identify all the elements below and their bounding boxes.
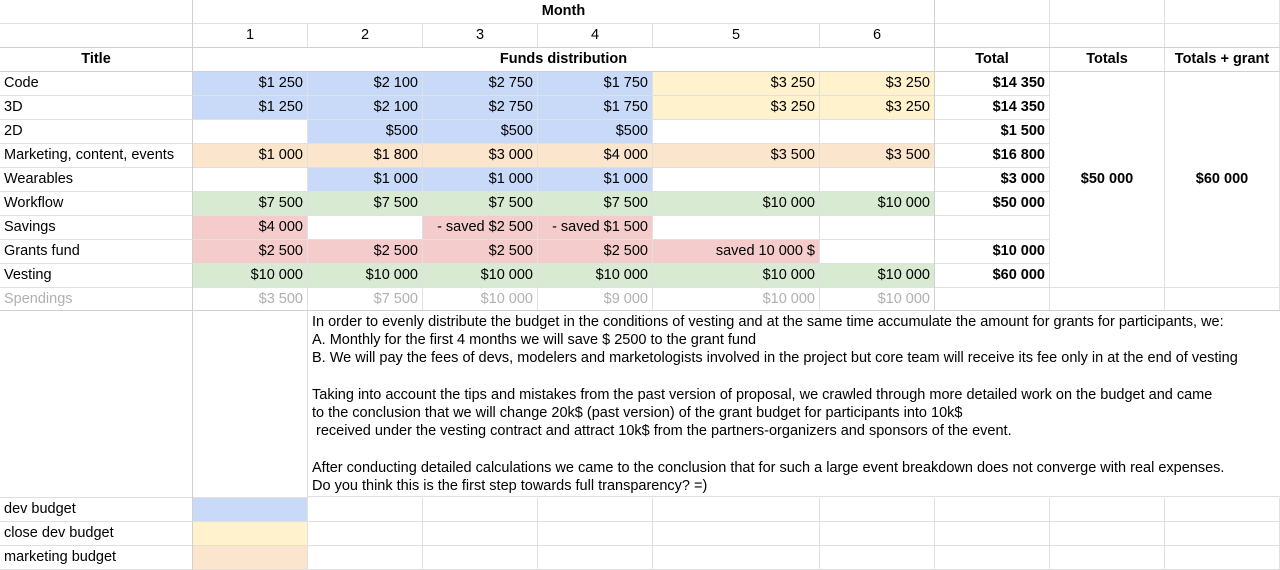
table-cell[interactable]: [308, 216, 423, 240]
table-cell[interactable]: $7 500: [423, 192, 538, 216]
table-cell[interactable]: $1 000: [423, 168, 538, 192]
table-cell[interactable]: $9 000: [538, 288, 653, 311]
row-total[interactable]: $50 000: [935, 192, 1050, 216]
table-cell[interactable]: $3 250: [653, 96, 820, 120]
funds-distribution-header[interactable]: Funds distribution: [193, 48, 935, 72]
table-cell[interactable]: $500: [308, 120, 423, 144]
row-title[interactable]: Vesting: [0, 264, 193, 288]
row-total[interactable]: $14 350: [935, 96, 1050, 120]
table-cell[interactable]: $4 000: [538, 144, 653, 168]
row-title[interactable]: Code: [0, 72, 193, 96]
cell-h2[interactable]: [935, 24, 1050, 48]
table-cell[interactable]: $2 500: [538, 240, 653, 264]
cell-j2[interactable]: [1165, 24, 1280, 48]
cell-note-b[interactable]: [193, 311, 308, 498]
table-cell[interactable]: [193, 120, 308, 144]
empty-cell[interactable]: [538, 498, 653, 522]
note-text[interactable]: In order to evenly distribute the budget in the conditions of vesting and at the same time accumulate the amount for grants for participants, we: A. Monthly for the first 4 months we will save $ 2500 to the grant fund B. We will pay the fees of devs, modelers and marketologists involved in the project but core team will receive its fee only in at the end of vesting Taking into account the tips and mistakes from the past version of proposal, we crawled through more detailed work on the budget and came to the conclusion that we will change 20k$ (past version) of the grant budget for participants into 10k$ received under the vesting contract and attract 10k$ from the partners-organizers and sponsors of the event. After conducting detailed calculations we came to the conclusion that for such a large event breakdown does not converge with real expenses. Do you think this is the first step towards full transparency? =): [308, 311, 1280, 497]
table-cell[interactable]: $2 750: [423, 72, 538, 96]
table-cell[interactable]: $500: [423, 120, 538, 144]
row-title[interactable]: Savings: [0, 216, 193, 240]
table-cell[interactable]: $1 000: [193, 144, 308, 168]
table-cell[interactable]: saved 10 000 $: [653, 240, 820, 264]
empty-cell[interactable]: [1050, 498, 1165, 522]
legend-swatch-marketing[interactable]: [193, 546, 308, 570]
table-cell[interactable]: $3 500: [820, 144, 935, 168]
row-total[interactable]: $3 000: [935, 168, 1050, 192]
total-header[interactable]: Total: [935, 48, 1050, 72]
table-cell[interactable]: $500: [538, 120, 653, 144]
table-cell[interactable]: $1 250: [193, 72, 308, 96]
legend-label[interactable]: dev budget: [0, 498, 193, 522]
table-cell[interactable]: $3 250: [820, 96, 935, 120]
empty-cell[interactable]: [820, 546, 935, 570]
totals-grant-header[interactable]: Totals + grant: [1165, 48, 1280, 72]
empty-cell[interactable]: [935, 498, 1050, 522]
table-cell[interactable]: [820, 216, 935, 240]
table-cell[interactable]: $10 000: [653, 288, 820, 311]
cell-a1[interactable]: [0, 0, 193, 24]
empty-cell[interactable]: [1050, 522, 1165, 546]
empty-cell[interactable]: [308, 546, 423, 570]
table-cell[interactable]: [653, 120, 820, 144]
row-total[interactable]: $10 000: [935, 240, 1050, 264]
table-cell[interactable]: $10 000: [193, 264, 308, 288]
totals-header[interactable]: Totals: [1050, 48, 1165, 72]
table-cell[interactable]: $2 100: [308, 72, 423, 96]
table-cell[interactable]: $2 500: [193, 240, 308, 264]
table-cell[interactable]: $10 000: [423, 288, 538, 311]
row-title[interactable]: 3D: [0, 96, 193, 120]
table-cell[interactable]: $3 250: [820, 72, 935, 96]
table-cell[interactable]: $10 000: [423, 264, 538, 288]
cell-i2[interactable]: [1050, 24, 1165, 48]
month-number[interactable]: 5: [653, 24, 820, 48]
table-cell[interactable]: $10 000: [308, 264, 423, 288]
table-cell[interactable]: [820, 168, 935, 192]
table-cell[interactable]: $10 000: [820, 192, 935, 216]
table-cell[interactable]: $7 500: [308, 288, 423, 311]
grid-line: [934, 0, 935, 311]
empty-cell[interactable]: [423, 522, 538, 546]
table-cell[interactable]: $7 500: [538, 192, 653, 216]
table-cell[interactable]: $2 100: [308, 96, 423, 120]
cell-note-a[interactable]: [0, 311, 193, 498]
cell-j-spendings[interactable]: [1165, 288, 1280, 311]
table-cell[interactable]: $3 250: [653, 72, 820, 96]
empty-cell[interactable]: [1165, 498, 1280, 522]
table-cell[interactable]: $2 750: [423, 96, 538, 120]
row-total[interactable]: $60 000: [935, 264, 1050, 288]
empty-cell[interactable]: [653, 546, 820, 570]
row-total[interactable]: [935, 288, 1050, 311]
empty-cell[interactable]: [1165, 546, 1280, 570]
empty-cell[interactable]: [538, 522, 653, 546]
row-title[interactable]: Workflow: [0, 192, 193, 216]
month-number[interactable]: 3: [423, 24, 538, 48]
title-header[interactable]: Title: [0, 48, 193, 72]
grid-line: [192, 0, 193, 570]
empty-cell[interactable]: [653, 522, 820, 546]
row-title[interactable]: 2D: [0, 120, 193, 144]
table-cell[interactable]: [653, 216, 820, 240]
legend-label[interactable]: close dev budget: [0, 522, 193, 546]
table-cell[interactable]: $3 500: [653, 144, 820, 168]
empty-cell[interactable]: [423, 498, 538, 522]
table-cell[interactable]: [653, 168, 820, 192]
month-number[interactable]: 4: [538, 24, 653, 48]
table-cell[interactable]: [193, 168, 308, 192]
table-cell[interactable]: $2 500: [308, 240, 423, 264]
empty-cell[interactable]: [308, 522, 423, 546]
row-total[interactable]: $1 500: [935, 120, 1050, 144]
empty-cell[interactable]: [1165, 522, 1280, 546]
table-cell[interactable]: [820, 240, 935, 264]
row-title[interactable]: Grants fund: [0, 240, 193, 264]
table-cell[interactable]: $7 500: [193, 192, 308, 216]
empty-cell[interactable]: [820, 522, 935, 546]
cell-i1[interactable]: [1050, 0, 1165, 24]
row-title[interactable]: Marketing, content, events: [0, 144, 193, 168]
month-number[interactable]: 2: [308, 24, 423, 48]
table-cell[interactable]: $10 000: [538, 264, 653, 288]
legend-swatch-close-dev[interactable]: [193, 522, 308, 546]
totals-value[interactable]: $50 000: [1050, 72, 1165, 288]
empty-cell[interactable]: [423, 546, 538, 570]
table-cell[interactable]: $1 000: [538, 168, 653, 192]
table-cell[interactable]: $2 500: [423, 240, 538, 264]
empty-cell[interactable]: [935, 522, 1050, 546]
table-cell[interactable]: $10 000: [820, 288, 935, 311]
cell-i-spendings[interactable]: [1050, 288, 1165, 311]
table-cell[interactable]: $3 500: [193, 288, 308, 311]
month-number[interactable]: 6: [820, 24, 935, 48]
row-title[interactable]: Wearables: [0, 168, 193, 192]
table-cell[interactable]: $10 000: [653, 264, 820, 288]
table-cell[interactable]: $1 750: [538, 72, 653, 96]
row-total[interactable]: $16 800: [935, 144, 1050, 168]
table-cell[interactable]: $10 000: [653, 192, 820, 216]
row-total[interactable]: $14 350: [935, 72, 1050, 96]
table-cell[interactable]: $10 000: [820, 264, 935, 288]
table-cell[interactable]: - saved $1 500: [538, 216, 653, 240]
row-total[interactable]: [935, 216, 1050, 240]
table-cell[interactable]: $7 500: [308, 192, 423, 216]
table-cell[interactable]: [820, 120, 935, 144]
cell-h1[interactable]: [935, 0, 1050, 24]
empty-cell[interactable]: [935, 546, 1050, 570]
table-cell[interactable]: $1 800: [308, 144, 423, 168]
legend-label[interactable]: marketing budget: [0, 546, 193, 570]
month-header[interactable]: Month: [193, 0, 935, 24]
empty-cell[interactable]: [538, 546, 653, 570]
table-cell[interactable]: - saved $2 500: [423, 216, 538, 240]
empty-cell[interactable]: [1050, 546, 1165, 570]
cell-j1[interactable]: [1165, 0, 1280, 24]
table-cell[interactable]: $1 750: [538, 96, 653, 120]
table-cell[interactable]: $1 000: [308, 168, 423, 192]
table-cell[interactable]: $4 000: [193, 216, 308, 240]
row-title[interactable]: Spendings: [0, 288, 193, 311]
table-cell[interactable]: $3 000: [423, 144, 538, 168]
empty-cell[interactable]: [308, 498, 423, 522]
legend-swatch-dev[interactable]: [193, 498, 308, 522]
cell-a2[interactable]: [0, 24, 193, 48]
table-cell[interactable]: $1 250: [193, 96, 308, 120]
month-number[interactable]: 1: [193, 24, 308, 48]
totals-grant-value[interactable]: $60 000: [1165, 72, 1280, 288]
empty-cell[interactable]: [820, 498, 935, 522]
empty-cell[interactable]: [653, 498, 820, 522]
